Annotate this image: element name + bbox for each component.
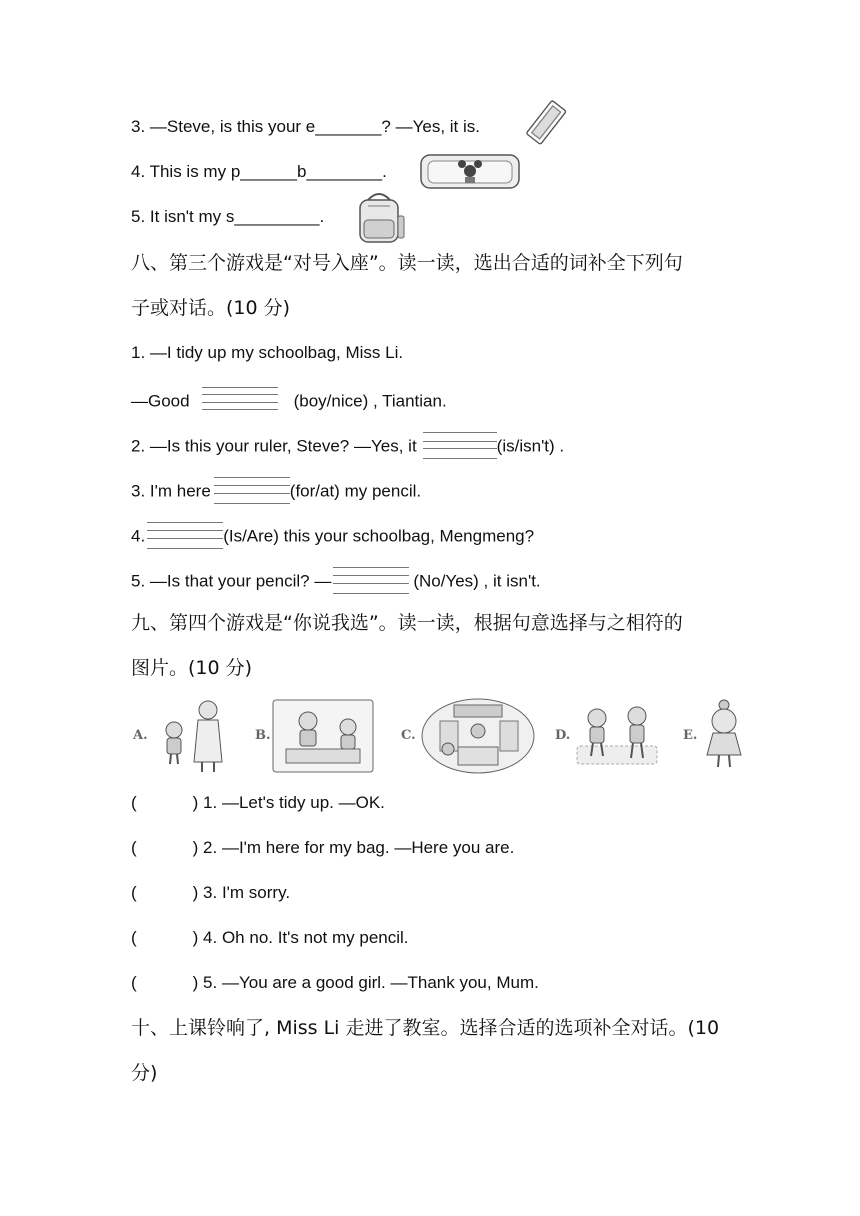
section-8-title-line1: 八、第三个游戏是“对号入座”。读一读，选出合适的词补全下列句 [131, 252, 683, 274]
answer-paren-4[interactable]: ( [131, 928, 137, 947]
question-8-5 [131, 567, 541, 597]
match-item-3-text: ) 3. I'm sorry. [192, 883, 291, 902]
answer-blank-8-2[interactable] [423, 432, 497, 462]
question-8-5-prefix: 5. —Is that your pencil? — [131, 571, 332, 591]
match-item-1-text: ) 1. —Let's tidy up. —OK. [192, 793, 385, 812]
picture-d-two-children-icon [575, 700, 659, 770]
question-7-3: 3. —Steve, is this your e_______? —Yes, it is. [131, 117, 481, 136]
option-label-e: E. [683, 728, 698, 743]
match-item-5 [131, 972, 539, 994]
question-8-3-prefix: 3. I'm here [131, 481, 211, 501]
question-8-1b [131, 387, 447, 417]
pencil-box-icon [418, 149, 522, 193]
picture-c-shop-counter-icon [420, 697, 536, 775]
question-8-2-prefix: 2. —Is this your ruler, Steve? —Yes, it [131, 436, 417, 456]
picture-b-children-desk-icon [272, 699, 374, 773]
answer-blank-8-1[interactable] [202, 387, 278, 417]
section-10-title-line1: 十、上课铃响了, Miss Li 走进了教室。选择合适的选项补全对话。(10 [131, 1017, 720, 1039]
match-item-2-text: ) 2. —I'm here for my bag. —Here you are. [192, 838, 515, 857]
picture-e-girl-icon [701, 697, 747, 769]
question-8-4-suffix: (Is/Are) this your schoolbag, Mengmeng? [223, 526, 535, 546]
answer-paren-1[interactable]: ( [131, 793, 137, 812]
answer-paren-2[interactable]: ( [131, 838, 137, 857]
section-9-title-line1: 九、第四个游戏是“你说我选”。读一读，根据句意选择与之相符的 [131, 612, 683, 634]
picture-a-girl-and-mother-icon [160, 698, 228, 774]
question-8-4-prefix: 4. [131, 526, 146, 546]
section-9-title-line2: 图片。(10 分) [131, 657, 253, 679]
answer-blank-8-5[interactable] [333, 567, 409, 597]
answer-blank-8-4[interactable] [147, 522, 223, 552]
option-label-a: A. [133, 728, 148, 743]
eraser-icon [522, 97, 572, 149]
option-label-b: B. [255, 728, 271, 743]
question-8-1b-prefix: —Good [131, 391, 190, 411]
section-8-title-line2: 子或对话。(10 分) [131, 297, 291, 319]
match-item-4-text: ) 4. Oh no. It's not my pencil. [192, 928, 409, 947]
question-8-5-suffix: (No/Yes) , it isn't. [413, 571, 541, 591]
question-7-5: 5. It isn't my s_________. [131, 207, 325, 226]
answer-blank-8-3[interactable] [214, 477, 290, 507]
question-8-4 [131, 522, 534, 552]
question-8-3-suffix: (for/at) my pencil. [289, 481, 422, 501]
match-item-1 [131, 792, 385, 814]
answer-paren-3[interactable]: ( [131, 883, 137, 902]
option-label-c: C. [401, 728, 416, 743]
match-item-5-text: ) 5. —You are a good girl. —Thank you, Mum. [192, 973, 539, 992]
question-8-2 [131, 432, 564, 462]
question-8-1b-suffix: (boy/nice) , Tiantian. [293, 391, 447, 411]
question-7-4: 4. This is my p______b________. [131, 162, 387, 181]
match-item-2 [131, 837, 514, 859]
match-item-4 [131, 927, 409, 949]
option-label-d: D. [555, 728, 571, 743]
question-8-2-suffix: (is/isn't) . [496, 436, 565, 456]
question-8-3 [131, 477, 421, 507]
section-10-title-line2: 分) [131, 1062, 158, 1084]
answer-paren-5[interactable]: ( [131, 973, 137, 992]
question-8-1a: 1. —I tidy up my schoolbag, Miss Li. [131, 343, 404, 362]
schoolbag-icon [350, 186, 408, 248]
match-item-3 [131, 882, 290, 904]
